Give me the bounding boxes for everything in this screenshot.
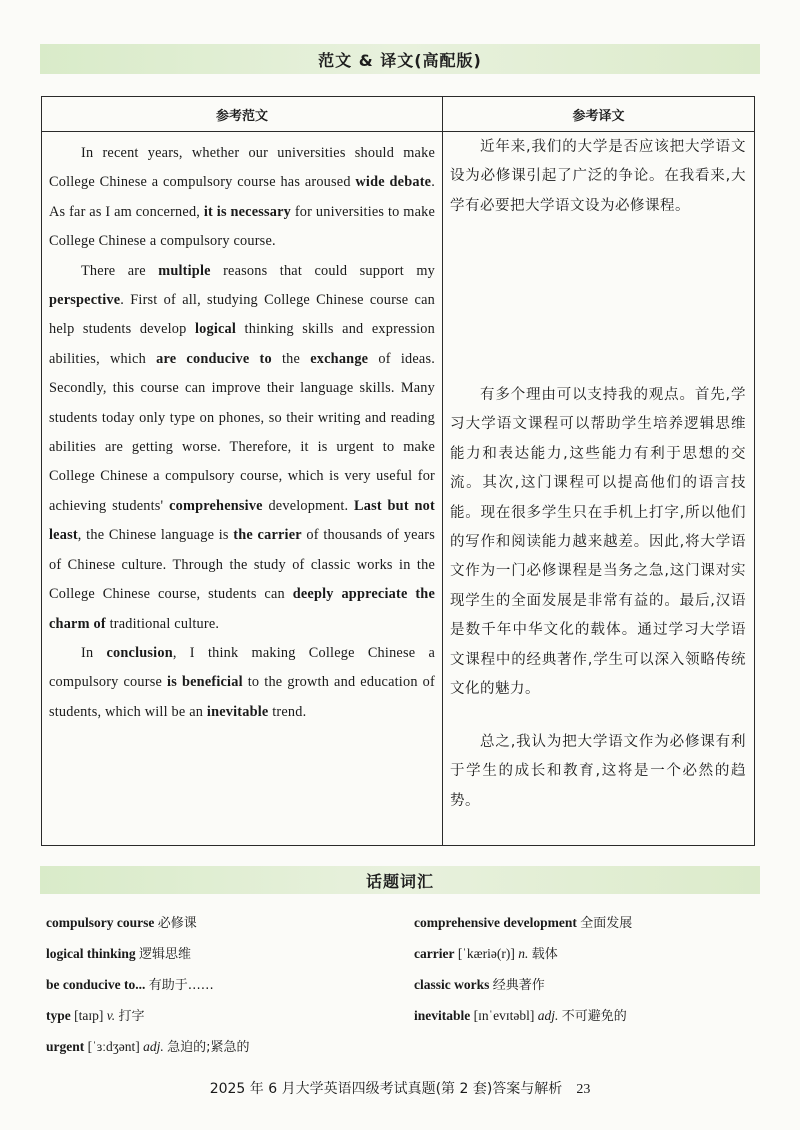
section-title: 范文 & 译文(高配版): [318, 50, 482, 70]
text-run: In recent years, whether our universities should make College Chinese a compulsory course has aroused: [49, 145, 435, 191]
text-run: traditional culture.: [105, 615, 220, 632]
vocab-pos: adj.: [537, 1008, 559, 1023]
text-run: There are: [81, 262, 159, 279]
vocab-meaning: 有助于……: [148, 978, 214, 993]
english-paragraph: [49, 139, 435, 257]
text-run: , the Chinese language is: [77, 527, 234, 544]
text-run: to the growth and education of students, which will be an: [49, 674, 435, 720]
vocab-meaning: 必修课: [157, 916, 197, 931]
key-phrase: wide debate: [355, 174, 432, 191]
english-column-header: 参考范文: [215, 108, 268, 124]
page-number: 23: [576, 1082, 591, 1097]
column-divider: [442, 97, 443, 845]
vocab-term: carrier: [414, 946, 455, 961]
key-phrase: Last but not least: [49, 497, 435, 544]
section-banner-sample: [40, 44, 760, 74]
chinese-paragraph: 总之,我认为把大学语文作为必修课有利于学生的成长和教育,这将是一个必然的趋势。: [450, 734, 746, 809]
page-footer: [0, 1078, 800, 1098]
vocab-item: [414, 939, 764, 970]
vocab-pos: v.: [106, 1008, 116, 1023]
vocab-term: compulsory course: [46, 915, 155, 930]
vocab-term: be conducive to...: [46, 977, 146, 992]
chinese-paragraph: 有多个理由可以支持我的观点。首先,学习大学语文课程可以帮助学生培养逻辑思维能力和表达能力,这些能力有利于思想的交流。其次,这门课程可以提高他们的语言技能。现在很多学生只在手机上打字,所以他们的写作和阅读能力越来越差。因此,将大学语文作为一门必修课程是当务之急,这门课对实现学生的全面发展是非常有益的。最后,汉语是数千年中华文化的载体。通过学习大学语文课程中的经典著作,学生可以深入领略传统文化的魅力。: [450, 387, 746, 698]
text-run: . First of all, studying College Chinese course can help students develop: [49, 292, 435, 338]
vocab-item: [414, 970, 764, 1001]
vocab-phonetic: [ˈkæriə(r)]: [457, 946, 515, 961]
key-phrase: is beneficial: [167, 674, 243, 691]
vocab-term: inevitable: [414, 1008, 471, 1023]
key-phrase: comprehensive: [169, 497, 263, 514]
footer-text: 2025 年 6 月大学英语四级考试真题(第 2 套)答案与解析: [209, 1081, 563, 1097]
vocab-term: urgent: [46, 1039, 85, 1054]
chinese-column-header: 参考译文: [572, 108, 625, 124]
vocab-meaning: 打字: [118, 1009, 145, 1024]
vocab-item: [46, 970, 406, 1001]
vocab-item: [414, 1001, 764, 1032]
text-run: of thousands of years of Chinese culture. Through the study of classic works in the College Chinese course, students can: [49, 527, 435, 603]
vocab-term: classic works: [414, 977, 490, 992]
vocab-item: [46, 1001, 406, 1032]
vocab-meaning: 全面发展: [580, 916, 633, 931]
key-phrase: logical: [194, 321, 237, 338]
text-run: the: [271, 350, 311, 367]
key-phrase: perspective: [49, 292, 121, 309]
text-run: development.: [262, 497, 354, 514]
key-phrase: multiple: [158, 262, 211, 279]
text-run: . As far as I am concerned,: [49, 174, 435, 220]
key-phrase: are conducive to: [156, 350, 272, 367]
key-phrase: deeply appreciate the charm of: [49, 586, 436, 632]
vocab-term: type: [46, 1008, 71, 1023]
vocab-meaning: 逻辑思维: [139, 947, 192, 962]
text-run: of ideas. Secondly, this course can improve their language skills. Many students today only type on phones, so their writing and reading abilities are getting worse. Therefore, it is urgent to make College Chinese a compulsory course, which is very useful for achieving students': [49, 350, 435, 514]
text-run: , I think making College Chinese a compulsory course: [49, 644, 435, 691]
vocab-item: [46, 908, 406, 939]
vocab-meaning: 急迫的;紧急的: [167, 1040, 250, 1055]
english-paragraph: [49, 639, 435, 727]
key-phrase: inevitable: [206, 703, 269, 720]
vocab-item: [46, 1032, 406, 1063]
vocab-meaning: 经典著作: [492, 978, 545, 993]
vocab-title: 话题词汇: [365, 871, 434, 891]
vocab-list-left: [46, 908, 406, 1063]
vocab-meaning: 不可避免的: [561, 1009, 627, 1024]
table-header-row: [42, 97, 754, 132]
key-phrase: the carrier: [233, 527, 302, 544]
vocab-phonetic: [ɪnˈevɪtəbl]: [473, 1008, 535, 1023]
text-run: trend.: [268, 703, 307, 720]
vocab-item: [46, 939, 406, 970]
english-essay: [49, 139, 435, 727]
english-paragraph: [49, 257, 435, 639]
text-run: thinking skills and expression abilities, which: [49, 321, 436, 367]
vocab-pos: adj.: [143, 1039, 164, 1054]
vocab-term: comprehensive development: [414, 915, 577, 930]
essay-table: [41, 96, 755, 846]
key-phrase: conclusion: [106, 644, 173, 661]
vocab-phonetic: [ˈɜːdʒənt]: [87, 1039, 140, 1054]
vocab-list-right: [414, 908, 764, 1032]
text-run: for universities to make College Chinese a compulsory course.: [49, 203, 436, 250]
vocab-meaning: 载体: [531, 947, 558, 962]
vocab-item: [414, 908, 764, 939]
key-phrase: exchange: [310, 350, 369, 367]
key-phrase: it is necessary: [203, 203, 292, 220]
text-run: In: [81, 644, 107, 661]
chinese-paragraph: 近年来,我们的大学是否应该把大学语文设为必修课引起了广泛的争论。在我看来,大学有必要把大学语文设为必修课程。: [450, 139, 746, 214]
text-run: reasons that could support my: [210, 262, 436, 279]
vocab-pos: n.: [518, 946, 529, 961]
section-banner-vocab: [40, 866, 760, 894]
vocab-term: logical thinking: [46, 946, 136, 961]
vocab-phonetic: [taɪp]: [74, 1008, 104, 1023]
